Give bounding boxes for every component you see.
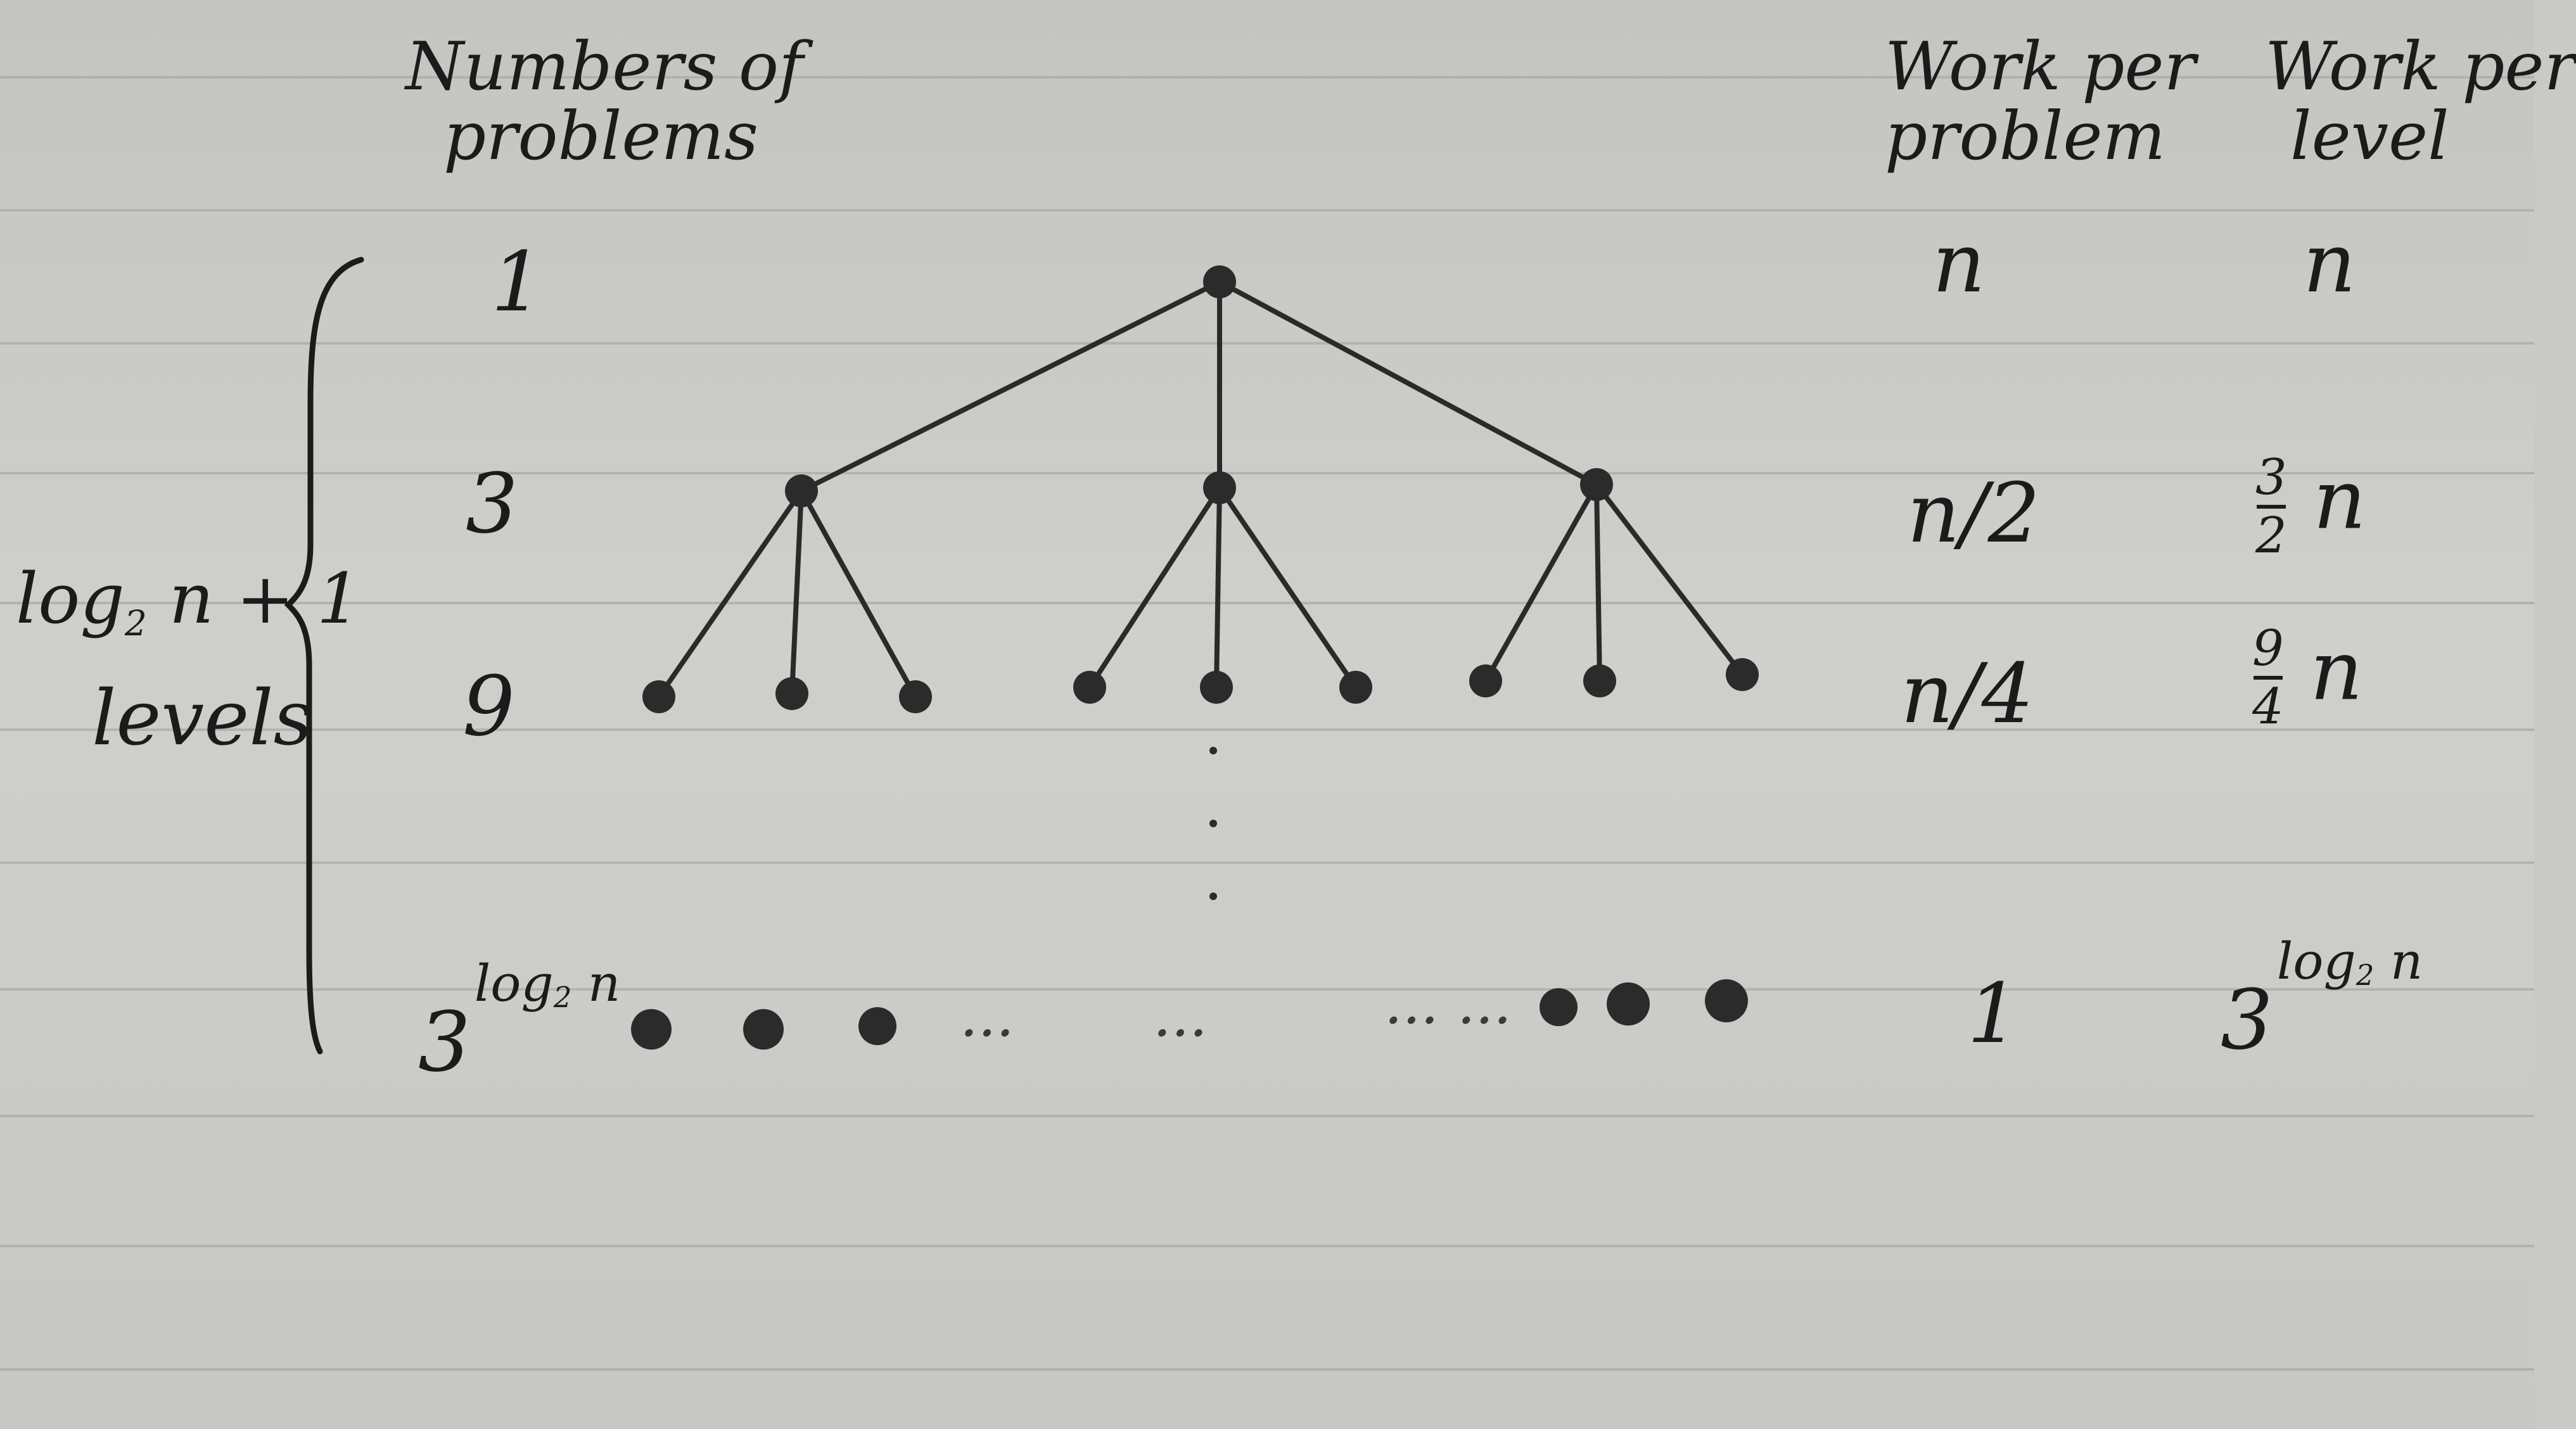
vertical-ellipsis-dot xyxy=(1209,747,1217,754)
tree-node-level1 xyxy=(785,474,818,507)
bottom-work-per-problem: 1 xyxy=(1967,965,2020,1062)
tree-node-level2 xyxy=(1073,671,1106,704)
leaf-ellipsis: ... xyxy=(1153,983,1208,1050)
row-0-work-per-problem: n xyxy=(1932,215,1986,311)
tree-node-level2 xyxy=(1469,664,1502,697)
tree-leaf xyxy=(1540,988,1578,1026)
leaf-ellipsis: ... xyxy=(960,983,1014,1050)
tree-node-root xyxy=(1203,265,1236,298)
tree-node-level2 xyxy=(642,680,675,713)
tree-edge xyxy=(801,282,1220,491)
bottom-count: $3^{log2 n}$ xyxy=(418,954,621,1090)
levels-count-label: log2 n + 1 xyxy=(16,558,361,644)
tree-node-level2 xyxy=(1726,658,1759,691)
leaf-ellipsis: ... xyxy=(1384,970,1439,1037)
tree-edge xyxy=(1090,488,1220,687)
header-num-problems: Numbers of problems xyxy=(405,28,803,175)
tree-edge xyxy=(1216,488,1220,687)
row-1-work-per-level: 3 2 n xyxy=(2255,449,2366,564)
row-1-count: 3 xyxy=(466,455,518,552)
tree-node-level1 xyxy=(1203,471,1236,504)
tree-edge xyxy=(792,491,801,694)
tree-edge xyxy=(1220,488,1356,687)
tree-edge xyxy=(801,491,915,697)
tree-leaf xyxy=(1607,982,1650,1026)
bottom-work-per-level: $3^{log2 n}$ xyxy=(2221,932,2423,1068)
levels-word-label: levels xyxy=(92,675,313,763)
tree-edge xyxy=(1597,485,1742,675)
tree-leaf xyxy=(631,1009,672,1050)
tree-node-level2 xyxy=(899,680,932,713)
row-0-count: 1 xyxy=(491,234,544,330)
tree-edge xyxy=(659,491,801,697)
tree-leaf xyxy=(1705,979,1748,1022)
row-2-count: 9 xyxy=(462,658,515,754)
tree-leaf xyxy=(743,1009,784,1050)
tree-leaf xyxy=(858,1007,896,1045)
tree-node-level2 xyxy=(1583,664,1616,697)
tree-node-level1 xyxy=(1580,468,1613,501)
tree-node-level2 xyxy=(1200,671,1233,704)
row-1-work-per-problem: n/2 xyxy=(1907,465,2041,561)
header-work-per-problem: Work per problem xyxy=(1885,28,2196,175)
tree-edge xyxy=(1597,485,1600,681)
row-2-work-per-level: 9 4 n xyxy=(2252,620,2363,735)
tree-edge xyxy=(1220,282,1597,485)
leaf-ellipsis: ... xyxy=(1457,970,1512,1037)
vertical-ellipsis-dot xyxy=(1209,820,1217,827)
header-work-per-level: Work per level xyxy=(2265,28,2576,175)
tree-node-level2 xyxy=(775,677,808,710)
row-2-work-per-problem: n/4 xyxy=(1901,645,2034,742)
tree-edge xyxy=(1486,485,1597,681)
row-0-work-per-level: n xyxy=(2303,215,2356,311)
tree-node-level2 xyxy=(1339,671,1372,704)
vertical-ellipsis-dot xyxy=(1209,892,1217,900)
